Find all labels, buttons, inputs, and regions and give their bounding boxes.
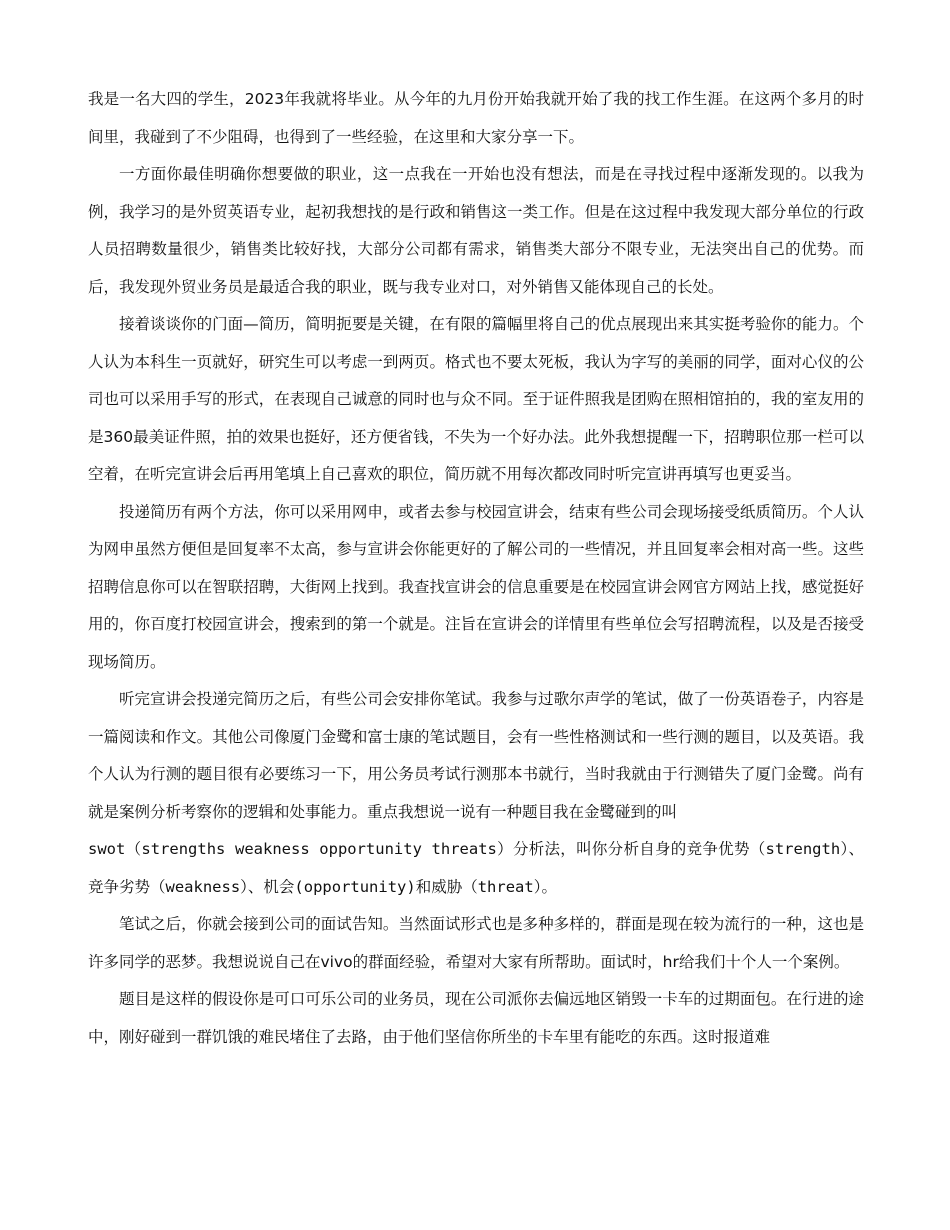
paragraph-2: 一方面你最佳明确你想要做的职业，这一点我在一开始也没有想法，而是在寻找过程中逐渐发现的。以我为例，我学习的是外贸英语专业，起初我想找的是行政和销售这一类工作。但是在这过程中我发现大部分单位的行政人员招聘数量很少，销售类比较好找，大部分公司都有需求，销售类大部分不限专业，无法突出自己的优势。而后，我发现外贸业务员是最适合我的职业，既与我专业对口，对外销售又能体现自己的长处。: [88, 165, 864, 296]
paragraph-6-swot: swot（strengths weakness opportunity threats）分析法，叫你分析自身的竞争优势（strength）、竞争劣势（weakness）、机会(opportunity)和威胁（threat）。: [88, 840, 864, 896]
paragraph-5: 听完宣讲会投递完简历之后，有些公司会安排你笔试。我参与过歌尔声学的笔试，做了一份英语卷子，内容是一篇阅读和作文。其他公司像厦门金鹭和富士康的笔试题目，会有一些性格测试和一些行测的题目，以及英语。我个人认为行测的题目很有必要练习一下，用公务员考试行测那本书就行，当时我就由于行测错失了厦门金鹭。尚有就是案例分析考察你的逻辑和处事能力。重点我想说一说有一种题目我在金鹭碰到的叫: [88, 690, 864, 821]
paragraph-1: 我是一名大四的学生，2023年我就将毕业。从今年的九月份开始我就开始了我的找工作生涯。在这两个多月的时间里，我碰到了不少阻碍，也得到了一些经验，在这里和大家分享一下。: [88, 90, 864, 146]
document-page: [88, 81, 864, 1056]
paragraph-8: 题目是这样的假设你是可口可乐公司的业务员，现在公司派你去偏远地区销毁一卡车的过期面包。在行进的途中，刚好碰到一群饥饿的难民堵住了去路，由于他们坚信你所坐的卡车里有能吃的东西。这时报道难: [88, 990, 864, 1046]
paragraph-7: 笔试之后，你就会接到公司的面试告知。当然面试形式也是多种多样的，群面是现在较为流行的一种，这也是许多同学的恶梦。我想说说自己在vivo的群面经验，希望对大家有所帮助。面试时，hr给我们十个人一个案例。: [88, 915, 864, 971]
paragraph-3: 接着谈谈你的门面—简历，简明扼要是关键，在有限的篇幅里将自己的优点展现出来其实挺考验你的能力。个人认为本科生一页就好，研究生可以考虑一到两页。格式也不要太死板，我认为字写的美丽的同学，面对心仪的公司也可以采用手写的形式，在表现自己诚意的同时也与众不同。至于证件照我是团购在照相馆拍的，我的室友用的是360最美证件照，拍的效果也挺好，还方便省钱，不失为一个好办法。此外我想提醒一下，招聘职位那一栏可以空着，在听完宣讲会后再用笔填上自己喜欢的职位，简历就不用每次都改同时听完宣讲再填写也更妥当。: [88, 315, 864, 483]
paragraph-4: 投递简历有两个方法，你可以采用网申，或者去参与校园宣讲会，结束有些公司会现场接受纸质简历。个人认为网申虽然方便但是回复率不太高，参与宣讲会你能更好的了解公司的一些情况，并且回复率会相对高一些。这些招聘信息你可以在智联招聘，大街网上找到。我查找宣讲会的信息重要是在校园宣讲会网官方网站上找，感觉挺好用的，你百度打校园宣讲会，搜索到的第一个就是。注旨在宣讲会的详情里有些单位会写招聘流程，以及是否接受现场简历。: [88, 502, 864, 671]
